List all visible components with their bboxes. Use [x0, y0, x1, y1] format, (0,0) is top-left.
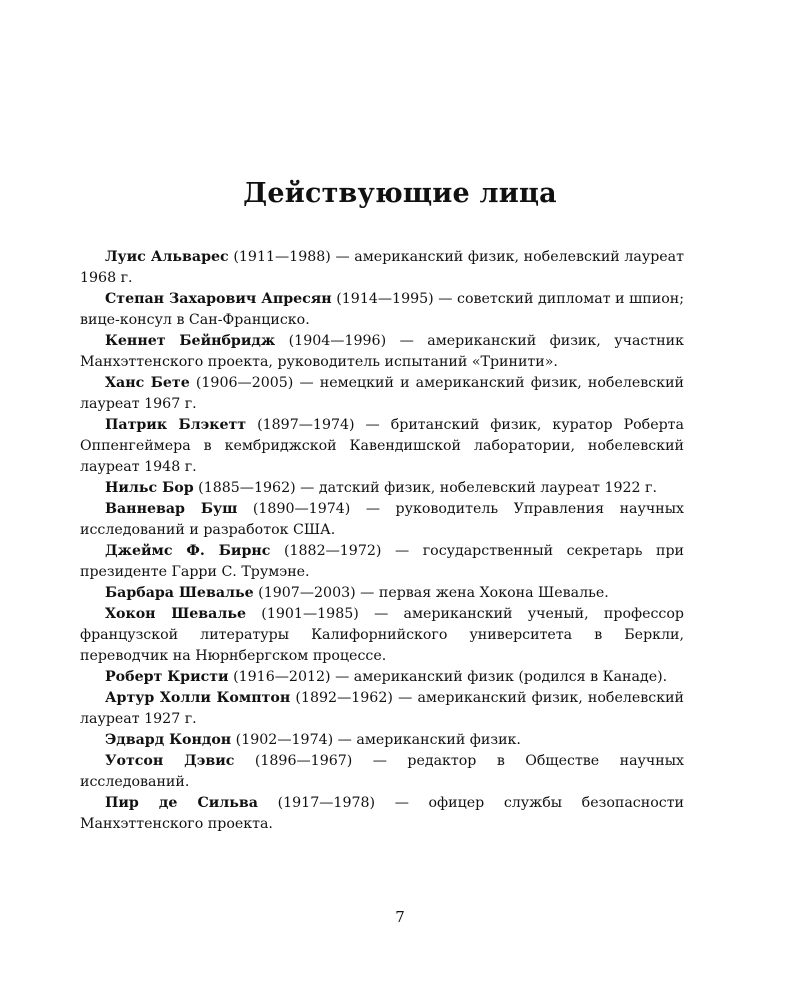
person-description: (1907—2003) — первая жена Хокона Шевалье. — [253, 585, 609, 601]
entry-list — [80, 247, 684, 835]
list-item — [80, 688, 684, 730]
person-name: Кеннет Бейнбридж — [105, 333, 276, 349]
person-description: (1901—1985) — американский ученый, профессор французской литературы Калифорнийского университета в Беркли, переводчик на Нюрнбергском процессе. — [80, 606, 684, 664]
person-description: (1906—2005) — немецкий и американский физик, нобелевский лауреат 1967 г. — [80, 375, 684, 412]
page-title: Действующие лица — [243, 178, 557, 209]
list-item — [80, 415, 684, 478]
list-item — [80, 604, 684, 667]
list-item — [80, 499, 684, 541]
list-item — [80, 289, 684, 331]
list-item — [80, 751, 684, 793]
person-description: (1914—1995) — советский дипломат и шпион; вице-консул в Сан-Франциско. — [80, 291, 684, 328]
list-item — [80, 373, 684, 415]
person-description: (1896—1967) — редактор в Обществе научных исследований. — [80, 753, 685, 790]
person-name: Патрик Блэкетт — [105, 417, 247, 433]
person-name: Степан Захарович Апресян — [105, 291, 332, 307]
person-name: Джеймс Ф. Бирнс — [105, 543, 271, 559]
person-description: (1882—1972) — государственный секретарь при президенте Гарри С. Трумэне. — [80, 543, 684, 580]
person-name: Артур Холли Комптон — [105, 690, 291, 706]
person-name: Пир де Сильва — [105, 795, 258, 811]
list-item — [80, 667, 684, 688]
person-description: (1911—1988) — американский физик, нобелевский лауреат 1968 г. — [80, 249, 684, 286]
list-item — [80, 478, 684, 499]
person-description: (1892—1962) — американский физик, нобелевский лауреат 1927 г. — [80, 690, 684, 727]
person-description: (1897—1974) — британский физик, куратор Роберта Оппенгеймера в кембриджской Кавендишской лаборатории, нобелевский лауреат 1948 г. — [80, 417, 684, 475]
person-name: Луис Альварес — [105, 249, 229, 265]
page-number: 7 — [395, 908, 405, 926]
person-name: Хокон Шевалье — [105, 606, 247, 622]
list-item — [80, 247, 684, 289]
person-description: (1885—1962) — датский физик, нобелевский лауреат 1922 г. — [193, 480, 658, 496]
person-description: (1916—2012) — американский физик (родился в Канаде). — [228, 669, 668, 685]
person-description: (1917—1978) — офицер службы безопасности Манхэттенского проекта. — [80, 795, 684, 832]
person-name: Ванневар Буш — [105, 501, 238, 517]
list-item — [80, 331, 684, 373]
person-name: Нильс Бор — [105, 480, 194, 496]
person-name: Уотсон Дэвис — [105, 753, 235, 769]
list-item — [80, 730, 684, 751]
list-item — [80, 541, 684, 583]
list-item — [80, 583, 684, 604]
person-name: Эдвард Кондон — [105, 732, 232, 748]
person-name: Роберт Кристи — [105, 669, 229, 685]
person-name: Барбара Шевалье — [105, 585, 254, 601]
person-description: (1904—1996) — американский физик, участник Манхэттенского проекта, руководитель испытаний «Тринити». — [80, 333, 684, 370]
person-description: (1902—1974) — американский физик. — [231, 732, 521, 748]
list-item — [80, 793, 684, 835]
person-description: (1890—1974) — руководитель Управления научных исследований и разработок США. — [80, 501, 684, 538]
person-name: Ханс Бете — [105, 375, 190, 391]
